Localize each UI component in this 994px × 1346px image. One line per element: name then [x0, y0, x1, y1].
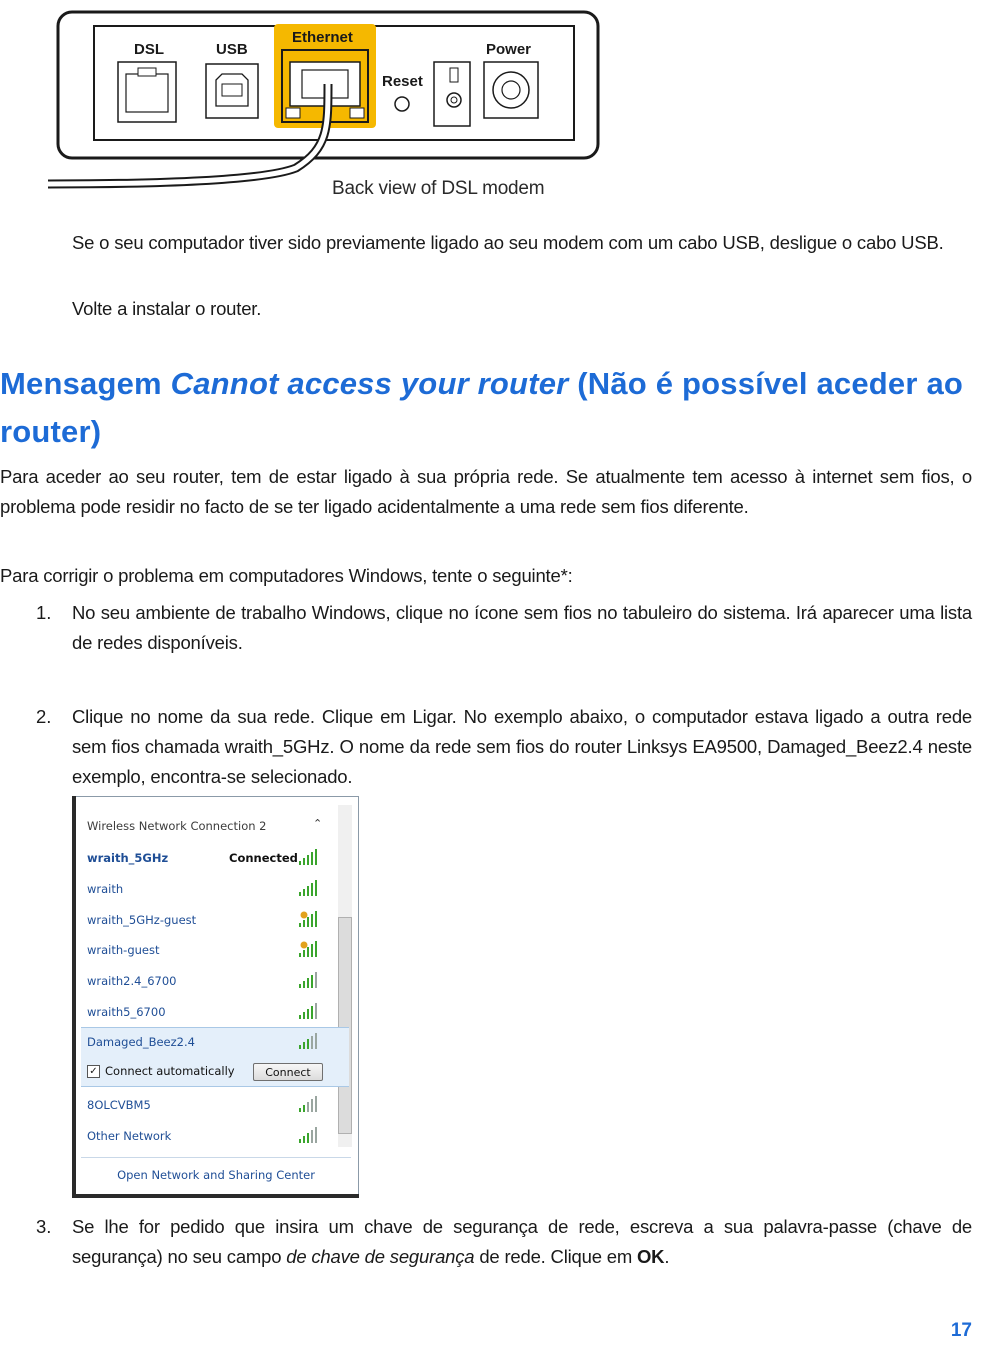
ethernet-port-label: Ethernet	[292, 29, 353, 46]
heading-emphasis: Cannot access your router	[170, 366, 569, 401]
signal-icon	[299, 1033, 317, 1049]
heading-suffix: (Não é possível aceder ao router)	[0, 366, 964, 449]
wireless-network-panel	[72, 796, 359, 1198]
step-3-text-after: .	[664, 1246, 670, 1267]
collapse-chevron-icon[interactable]: ⌃	[313, 818, 323, 830]
intro-paragraph-2: Volte a instalar o router.	[72, 298, 262, 319]
power-label: Power	[486, 41, 532, 58]
signal-strength-icons	[297, 845, 323, 1145]
section-paragraph-2: Para corrigir o problema em computadores Windows, tente o seguinte*:	[0, 565, 573, 586]
signal-icon	[299, 941, 317, 957]
step-2-number: 2.	[36, 706, 52, 727]
section-paragraph-1: Para aceder ao seu router, tem de estar ligado à sua própria rede. Se atualmente tem acesso à internet sem fios, o problema pode residir no facto de se ter ligado acidentalmente a uma rede sem fios diferente.	[0, 466, 972, 517]
step-3-text-bold: OK	[636, 1246, 665, 1267]
step-3-text	[72, 1212, 972, 1272]
signal-icon	[299, 1096, 317, 1112]
connect-button[interactable]: Connect	[253, 1063, 323, 1081]
power-jack	[484, 41, 538, 118]
step-1-number: 1.	[36, 602, 52, 623]
network-item[interactable]: wraith	[87, 882, 124, 896]
section-heading	[0, 360, 975, 456]
usb-port-label: USB	[216, 41, 248, 58]
network-item[interactable]: wraith2.4_6700	[87, 974, 177, 988]
signal-icon	[299, 1003, 317, 1019]
step-3-text-before: Se lhe for pedido que insira um chave de segurança de rede, escreva a sua palavra-passe (chave de segurança) no seu campo	[72, 1216, 972, 1267]
intro-paragraph-1: Se o seu computador tiver sido previamente ligado ao seu modem com um cabo USB, desligue o cabo USB.	[72, 232, 944, 253]
figure-caption: Back view of DSL modem	[332, 178, 545, 199]
signal-icon	[299, 1127, 317, 1143]
connect-automatically-label: Connect automatically	[105, 1064, 235, 1078]
checkbox-checked-icon[interactable]: ✓	[87, 1065, 100, 1078]
signal-icon	[299, 911, 317, 927]
network-item[interactable]: 8OLCVBM5	[87, 1098, 151, 1112]
page-number: 17	[950, 1320, 972, 1341]
step-3-number: 3.	[36, 1216, 52, 1237]
network-item-selected[interactable]: Damaged_Beez2.4	[87, 1035, 195, 1049]
network-item[interactable]: Other Network	[87, 1129, 172, 1143]
signal-icon	[299, 972, 317, 988]
step-1-text: No seu ambiente de trabalho Windows, clique no ícone sem fios no tabuleiro do sistema. Irá aparecer uma lista de redes disponíveis.	[72, 602, 972, 653]
heading-prefix: Mensagem	[0, 366, 171, 401]
network-item[interactable]: wraith_5GHz	[87, 851, 169, 865]
signal-icon	[299, 849, 317, 865]
signal-icon	[299, 880, 317, 896]
network-item[interactable]: wraith5_6700	[87, 1005, 166, 1019]
reset-label: Reset	[382, 73, 423, 90]
network-item[interactable]: wraith_5GHz-guest	[87, 913, 197, 927]
panel-header: Wireless Network Connection 2	[87, 819, 267, 833]
power-switch	[434, 62, 470, 126]
panel-scroll-thumb[interactable]	[338, 917, 352, 1134]
step-2-text: Clique no nome da sua rede. Clique em Ligar. No exemplo abaixo, o computador estava ligado a outra rede sem fios chamada wraith_5GHz. O nome da rede sem fios do router Linksys EA9500, Damaged_Beez2.4 neste exemplo, encontra-se selecionado.	[72, 706, 972, 787]
dsl-port-label: DSL	[134, 41, 164, 58]
open-network-sharing-center-link[interactable]: Open Network and Sharing Center	[81, 1157, 351, 1194]
connected-status: Connected	[229, 851, 298, 865]
network-item[interactable]: wraith-guest	[87, 943, 160, 957]
step-3-text-italic: de chave de segurança	[286, 1246, 475, 1267]
step-3-text-middle: de rede. Clique em	[474, 1246, 637, 1267]
